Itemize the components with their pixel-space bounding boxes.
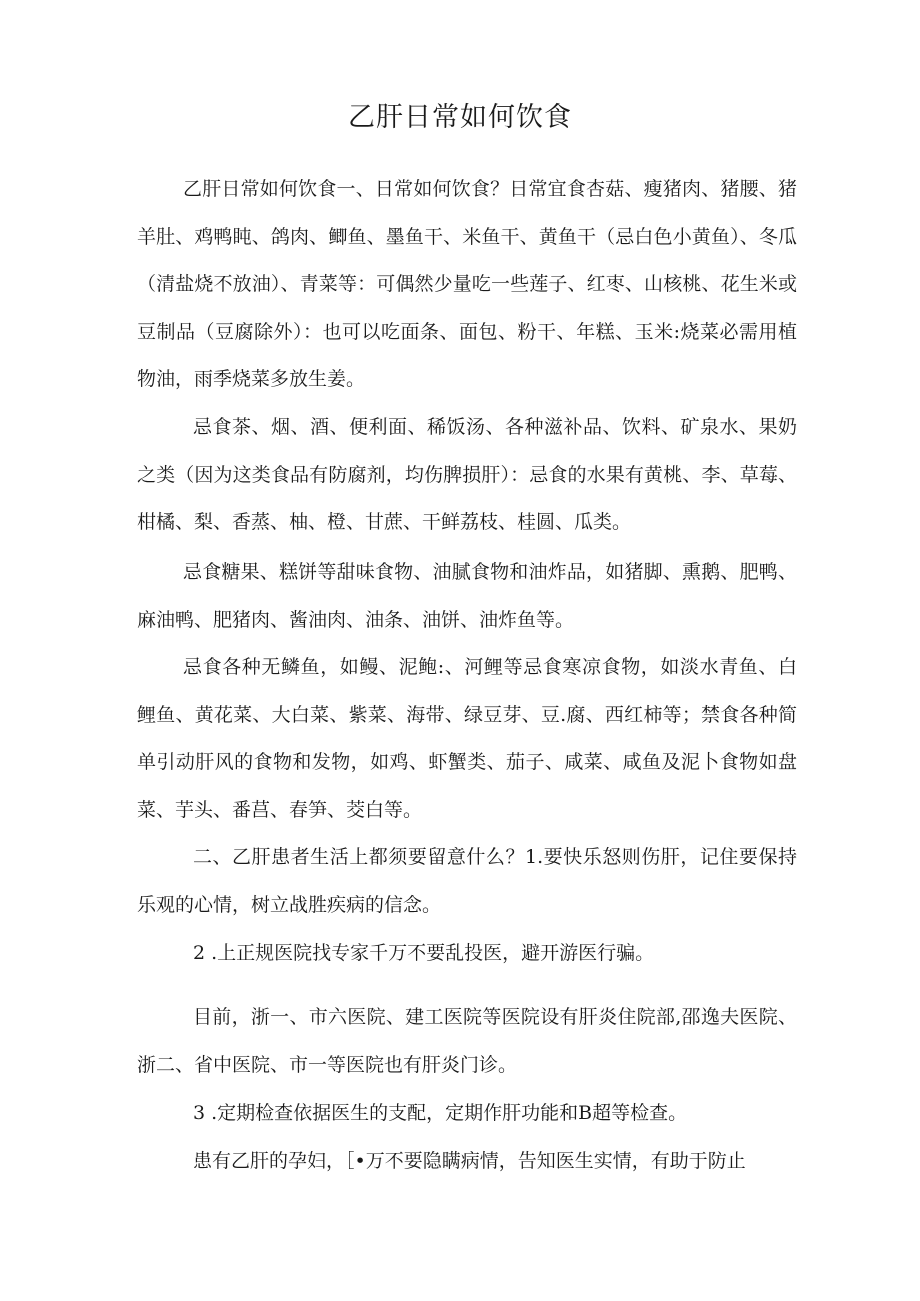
paragraph-regular-checkups: 3 .定期检查依据医生的支配，定期作肝功能和B超等检查。 [193, 1102, 688, 1124]
paragraph-forbidden-sweets-greasy: 忌食糖果、糕饼等甜味食物、油腻食物和油炸品，如猪脚、熏鹅、肥鸭、麻油鸭、肥猪肉、酱油肉、油条、油饼、油炸鱼等。 [137, 561, 797, 631]
paragraph-diet-recommendations: 乙肝日常如何饮食一、日常如何饮食？日常宜食杏菇、瘦猪肉、猪腰、猪羊肚、鸡鸭盹、鸽肉、鲫鱼、墨鱼干、米鱼干、黄鱼干（忌白色小黄鱼）、冬瓜（清盐烧不放油）、青菜等：可偶然少量吃一些莲子、红枣、山核桃、花生米或豆制品（豆腐除外）：也可以吃面条、面包、粉干、年糕、玉米:烧菜必需用植物油，雨季烧菜多放生姜。 [137, 178, 797, 390]
paragraph-pregnant-women: 患有乙肝的孕妇，［•万不要隐瞒病情，告知医生实情，有助于防止 [193, 1150, 746, 1172]
paragraph-forbidden-drinks-fruits: 忌食茶、烟、酒、便利面、稀饭汤、各种滋补品、饮料、矿泉水、果奶之类（因为这类食品有防腐剂，均伤脾损肝）：忌食的水果有黄桃、李、草莓、柑橘、梨、香蒸、柚、橙、甘蔗、干鲜荔枝、桂圆、瓜类。 [137, 416, 797, 533]
document-title: 乙肝日常如何饮食 [348, 102, 572, 133]
paragraph-forbidden-fish-cold-foods: 忌食各种无鳞鱼，如鳗、泥鲍:、河鲤等忌食寒凉食物，如淡水青鱼、白鲤鱼、黄花菜、大白菜、紫菜、海带、绿豆芽、豆.腐、西红柿等；禁食各种简单引动肝风的食物和发物，如鸡、虾蟹类、茄子、咸菜、咸鱼及泥卜食物如盘菜、芋头、番莒、春笋、茭白等。 [137, 656, 797, 821]
paragraph-regular-hospital: 2 .上正规医院找专家千万不要乱投医，避开游医行骗。 [193, 942, 655, 964]
paragraph-lifestyle-mood: 二、乙肝患者生活上都须要留意什么？1.要快乐怒则伤肝，记住要保持乐观的心情，树立战胜疾病的信念。 [137, 846, 797, 916]
paragraph-hospital-list: 目前，浙一、市六医院、建工医院等医院设有肝炎住院部,邵逸夫医院、浙二、省中医院、市一等医院也有肝炎门诊。 [137, 1006, 797, 1076]
